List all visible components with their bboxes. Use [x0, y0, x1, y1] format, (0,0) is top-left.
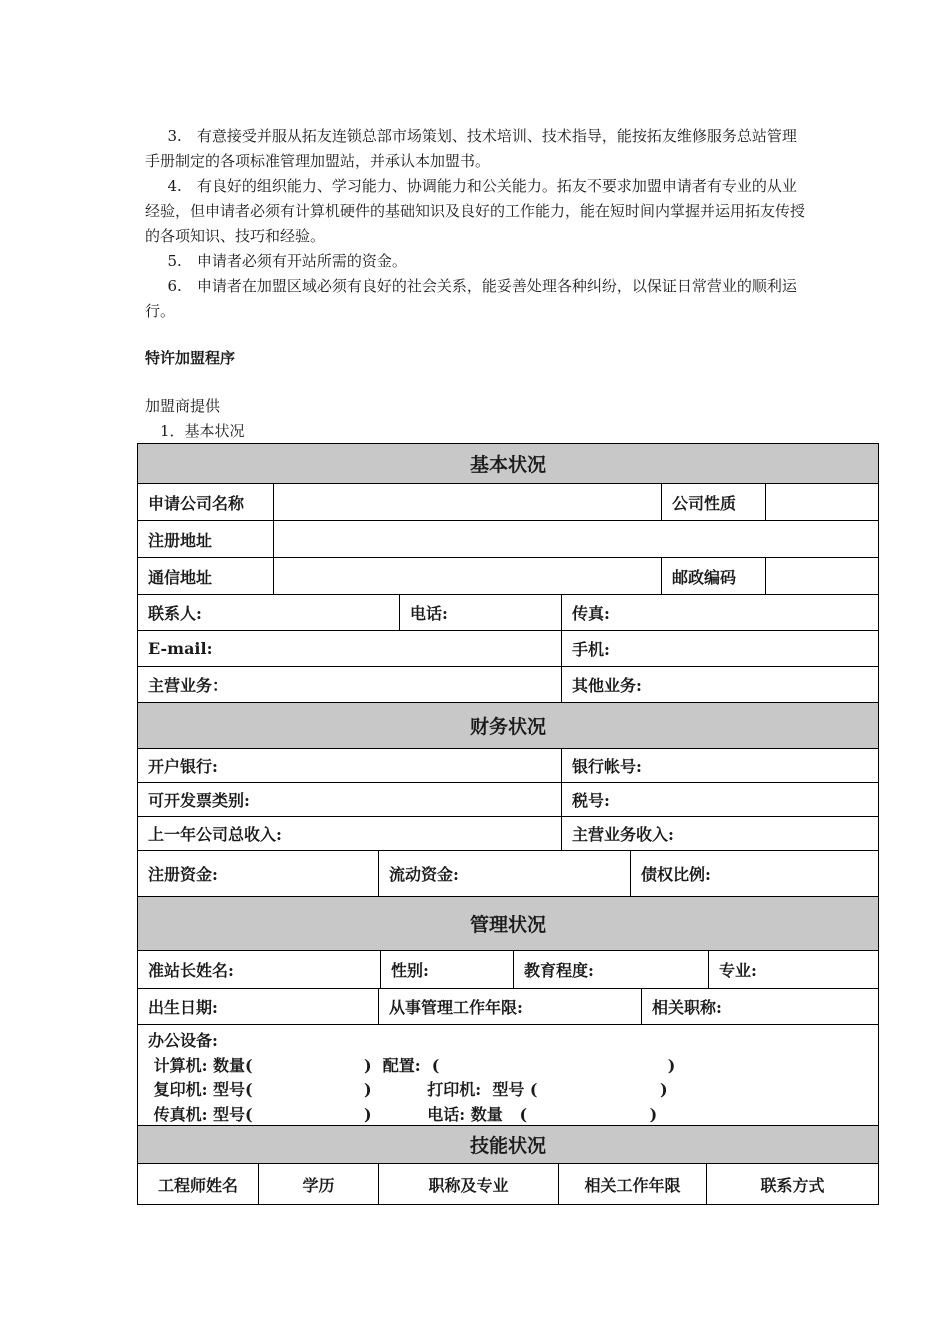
- item-number: 5.: [167, 252, 182, 270]
- row-skill-columns: [138, 1164, 878, 1204]
- row-contact: [138, 595, 878, 631]
- section-mgmt-header: [138, 897, 878, 951]
- row-manager: [138, 951, 878, 989]
- field-title[interactable]: 相关职称:: [641, 989, 878, 1024]
- col-engineer-name: 工程师姓名: [157, 1175, 238, 1195]
- section-title: 基本状况: [469, 454, 546, 476]
- field-company-nature[interactable]: [765, 484, 878, 520]
- intro-item-5: [145, 249, 810, 274]
- intro-item-3: [145, 124, 810, 174]
- intro-item-6: [145, 274, 810, 324]
- field-reg-capital[interactable]: 注册资金:: [148, 865, 218, 884]
- franchise-application-form: [137, 443, 879, 1205]
- provide-label: 加盟商提供: [145, 397, 221, 415]
- row-company: [138, 484, 878, 521]
- col-education: 学历: [258, 1164, 378, 1204]
- field-last-income[interactable]: 上一年公司总收入:: [148, 825, 282, 844]
- basic-info-label: 1．基本状况: [160, 422, 245, 440]
- section-skill-header: [138, 1126, 878, 1164]
- field-mgmt-years[interactable]: 从事管理工作年限:: [378, 989, 641, 1024]
- equipment-computer[interactable]: 计算机: 数量( ) 配置: ( ): [148, 1055, 676, 1075]
- row-birth: [138, 989, 878, 1025]
- item-text: 有意接受并服从拓友连锁总部市场策划、技术培训、技术指导，能按拓友维修服务总站管理手册制定的各项标准管理加盟站，并承认本加盟书。: [145, 127, 797, 170]
- col-work-years: 相关工作年限: [558, 1164, 706, 1204]
- field-tax-no[interactable]: 税号:: [561, 783, 878, 816]
- row-bank: [138, 749, 878, 783]
- field-contact[interactable]: 联系人:: [148, 604, 202, 623]
- field-manager-name[interactable]: 准站长姓名:: [148, 961, 234, 980]
- field-bank[interactable]: 开户银行:: [148, 757, 218, 776]
- field-mail-address[interactable]: [273, 558, 661, 594]
- row-mail-address: [138, 558, 878, 595]
- field-education[interactable]: 教育程度:: [513, 951, 708, 988]
- section-title: 财务状况: [469, 716, 546, 738]
- item-number: 3.: [167, 127, 182, 145]
- field-fax[interactable]: 传真:: [561, 595, 878, 630]
- field-bank-account[interactable]: 银行帐号:: [561, 749, 878, 782]
- row-capital: [138, 851, 878, 897]
- section-heading: 特许加盟程序: [145, 349, 236, 367]
- field-mobile[interactable]: 手机:: [561, 631, 878, 666]
- label-mail-address: 通信地址: [148, 567, 213, 587]
- row-office-equipment: [138, 1025, 878, 1126]
- label-company-nature: 公司性质: [661, 484, 765, 520]
- field-reg-address[interactable]: [273, 521, 878, 557]
- item-text: 有良好的组织能力、学习能力、协调能力和公关能力。拓友不要求加盟申请者有专业的从业经验，但申请者必须有计算机硬件的基础知识及良好的工作能力，能在短时间内掌握并运用拓友传授的各项知识、技巧和经验。: [145, 177, 806, 245]
- row-email: [138, 631, 878, 667]
- field-invoice[interactable]: 可开发票类别:: [148, 791, 250, 810]
- field-major[interactable]: 专业:: [708, 951, 878, 988]
- item-text: 申请者在加盟区域必须有良好的社会关系，能妥善处理各种纠纷，以保证日常营业的顺利运行。: [145, 277, 797, 320]
- item-number: 4.: [167, 177, 182, 195]
- field-birth[interactable]: 出生日期:: [148, 998, 218, 1017]
- label-company-name: 申请公司名称: [148, 493, 245, 513]
- row-reg-address: [138, 521, 878, 558]
- field-phone[interactable]: 电话:: [399, 595, 561, 630]
- item-number: 6.: [167, 277, 182, 295]
- equipment-copier-printer[interactable]: 复印机: 型号( ) 打印机: 型号 ( ): [148, 1080, 668, 1099]
- item-text: 申请者必须有开站所需的资金。: [196, 252, 407, 270]
- row-invoice: [138, 783, 878, 817]
- col-title-major: 职称及专业: [378, 1164, 558, 1204]
- field-email[interactable]: E-mail:: [148, 639, 213, 658]
- section-title: 管理状况: [469, 914, 546, 936]
- row-income: [138, 817, 878, 851]
- label-office-equipment: 办公设备:: [148, 1031, 218, 1050]
- section-basic-header: [138, 444, 878, 484]
- label-postcode: 邮政编码: [661, 558, 765, 594]
- intro-item-4: [145, 174, 810, 249]
- section-finance-header: [138, 703, 878, 749]
- field-working-capital[interactable]: 流动资金:: [378, 851, 630, 896]
- field-gender[interactable]: 性别:: [380, 951, 513, 988]
- section-title: 技能状况: [469, 1135, 546, 1157]
- field-debt-ratio[interactable]: 债权比例:: [630, 851, 878, 896]
- label-reg-address: 注册地址: [148, 530, 213, 550]
- equipment-fax-phone[interactable]: 传真机: 型号( ) 电话: 数量 ( ): [148, 1104, 658, 1124]
- col-contact-method: 联系方式: [706, 1164, 878, 1204]
- field-main-business[interactable]: 主营业务：: [148, 676, 229, 695]
- field-main-income[interactable]: 主营业务收入:: [561, 817, 878, 850]
- field-company-name[interactable]: [273, 484, 661, 520]
- field-postcode[interactable]: [765, 558, 878, 594]
- row-business: [138, 667, 878, 703]
- field-other-business[interactable]: 其他业务:: [561, 667, 878, 702]
